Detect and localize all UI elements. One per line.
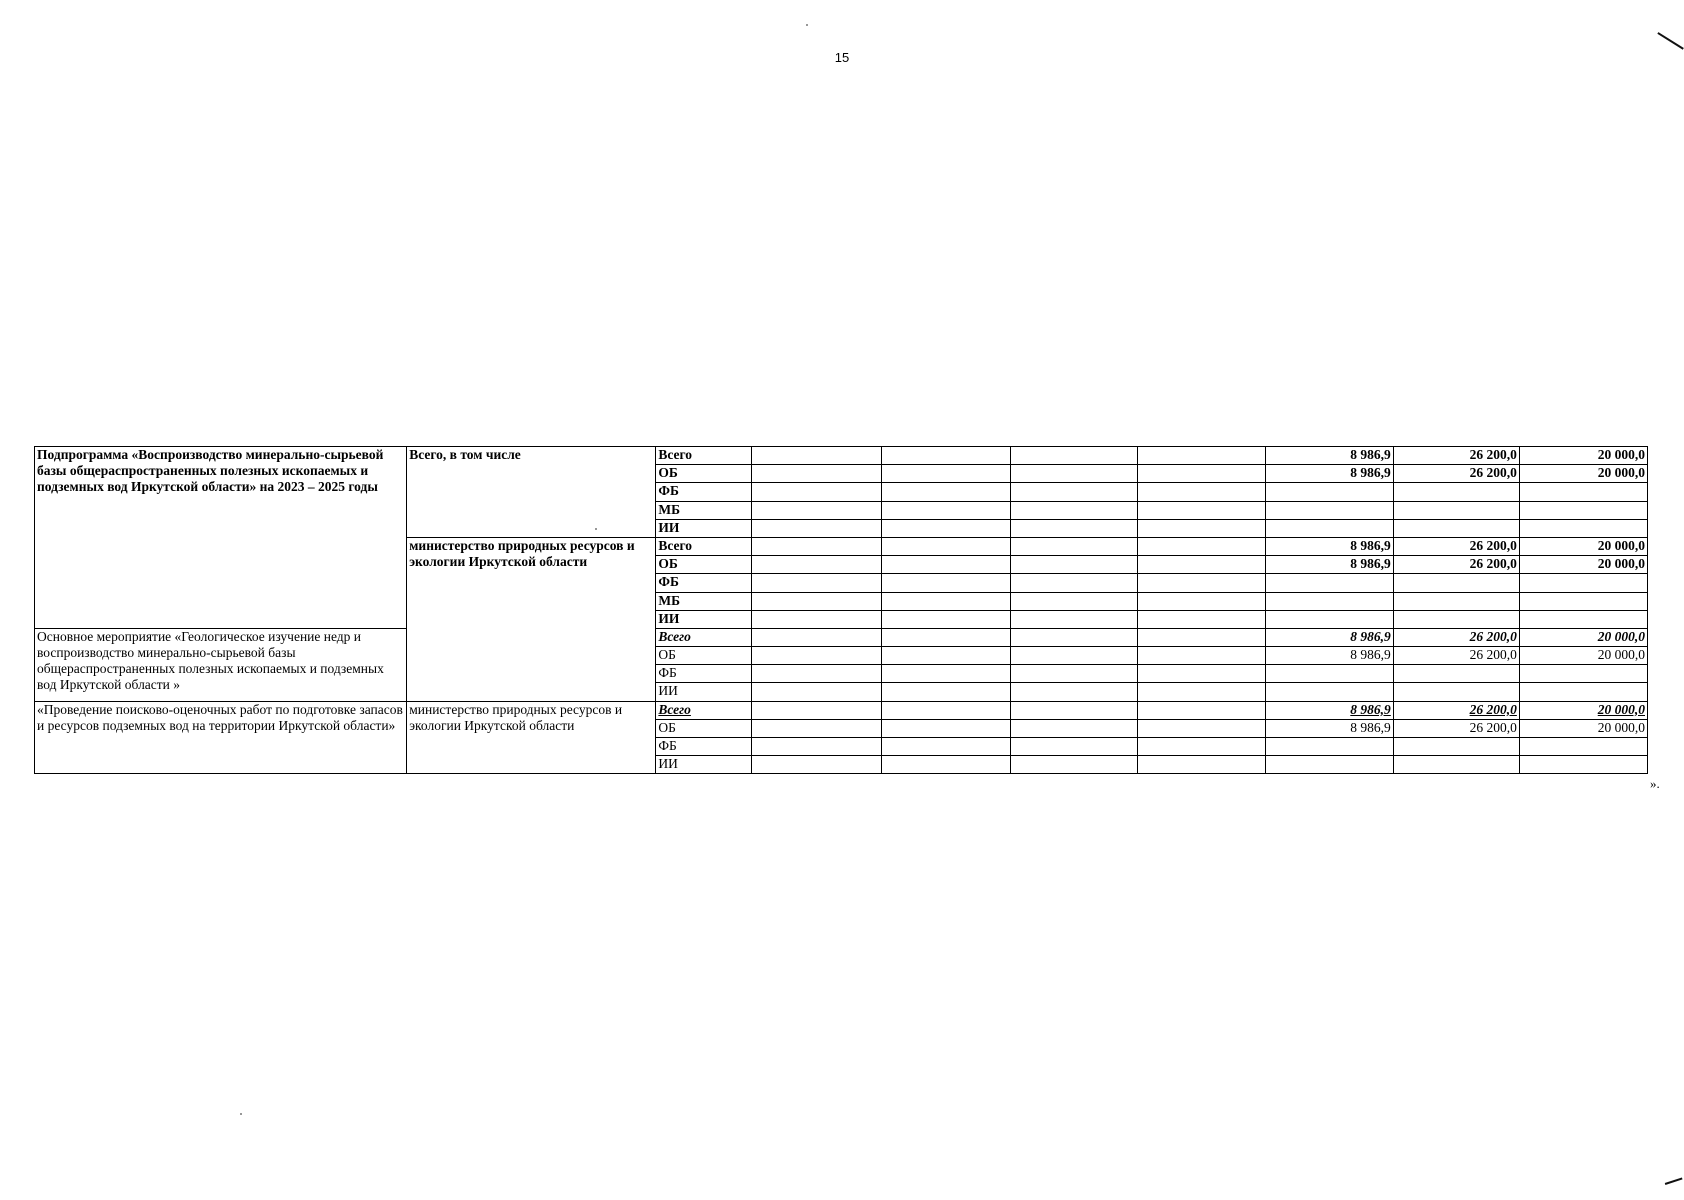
value-cell: 20 000,0 [1519,556,1647,574]
value-cell: 8 986,9 [1265,701,1393,719]
table-row [35,628,1648,646]
value-cell: 8 986,9 [1265,465,1393,483]
value-cell: 8 986,9 [1265,556,1393,574]
value-cell: 26 200,0 [1393,556,1519,574]
scan-speck [240,1113,242,1115]
table-row [35,447,1648,465]
activity-title: «Проведение поисково-оценочных работ по подготовке запасов и ресурсов подземных вод на территории Иркутской области» [35,701,407,774]
value-cell: 20 000,0 [1519,628,1647,646]
value-cell: 20 000,0 [1519,647,1647,665]
scan-edge-mark [1665,1177,1683,1184]
source-cell: МБ [656,501,752,519]
value-cell: 26 200,0 [1393,628,1519,646]
source-cell: Всего [656,447,752,465]
executor-cell: министерство природных ресурсов и экологии Иркутской области [407,537,656,701]
source-cell: Всего [656,628,752,646]
executor-cell: министерство природных ресурсов и экологии Иркутской области [407,701,656,774]
value-cell: 8 986,9 [1265,719,1393,737]
main-activity-title: Основное мероприятие «Геологическое изучение недр и воспроизводство минерально-сырьевой базы общераспространенных полезных ископаемых и подземных вод Иркутской области » [35,628,407,701]
source-cell: ФБ [656,574,752,592]
source-cell: Всего [656,701,752,719]
source-cell: ИИ [656,756,752,774]
value-cell: 26 200,0 [1393,465,1519,483]
value-cell: 20 000,0 [1519,719,1647,737]
value-cell: 26 200,0 [1393,701,1519,719]
source-cell: ОБ [656,719,752,737]
value-cell: 26 200,0 [1393,719,1519,737]
executor-cell: Всего, в том числе [407,447,656,538]
value-cell: 20 000,0 [1519,537,1647,555]
scan-edge-mark [1658,32,1684,49]
budget-table [34,446,1648,774]
source-cell: МБ [656,592,752,610]
value-cell: 20 000,0 [1519,465,1647,483]
source-cell: ОБ [656,647,752,665]
value-cell: 26 200,0 [1393,447,1519,465]
value-cell: 26 200,0 [1393,537,1519,555]
source-cell: ИИ [656,610,752,628]
scan-speck [595,528,597,530]
source-cell: Всего [656,537,752,555]
value-cell: 8 986,9 [1265,628,1393,646]
source-cell: ФБ [656,665,752,683]
subprogram-title: Подпрограмма «Воспроизводство минерально-сырьевой базы общераспространенных полезных ископаемых и подземных вод Иркутской области» на 2023 – 2025 годы [35,447,407,629]
source-cell: ИИ [656,683,752,701]
table-row [35,701,1648,719]
value-cell: 8 986,9 [1265,537,1393,555]
source-cell: ОБ [656,556,752,574]
value-cell: 8 986,9 [1265,447,1393,465]
source-cell: ОБ [656,465,752,483]
value-cell: 26 200,0 [1393,647,1519,665]
source-cell: ИИ [656,519,752,537]
value-cell: 8 986,9 [1265,647,1393,665]
page-number: 15 [834,50,850,65]
scan-speck [806,24,808,26]
source-cell: ФБ [656,483,752,501]
source-cell: ФБ [656,738,752,756]
value-cell: 20 000,0 [1519,447,1647,465]
value-cell: 20 000,0 [1519,701,1647,719]
closing-quote: ». [1650,776,1660,791]
